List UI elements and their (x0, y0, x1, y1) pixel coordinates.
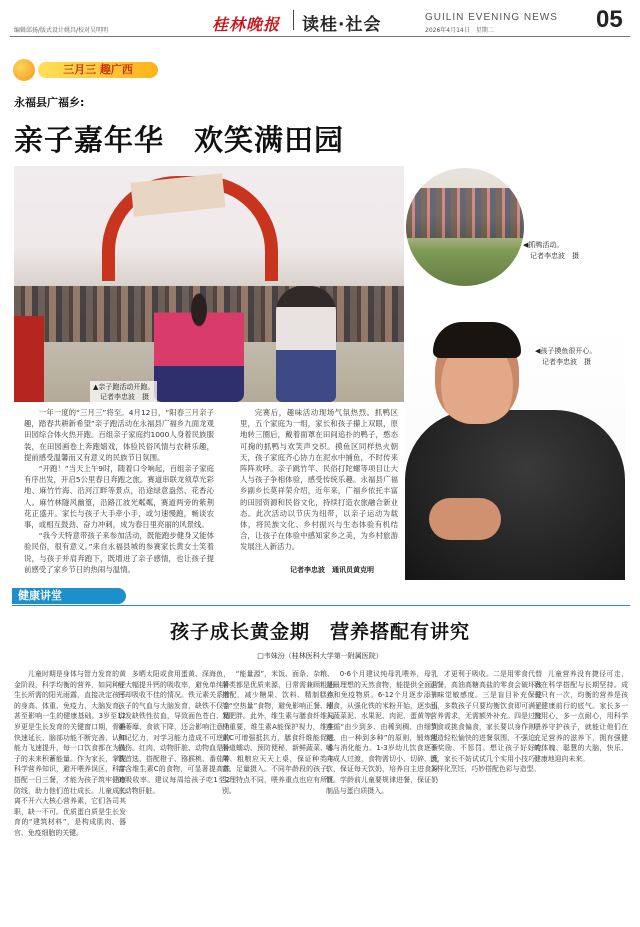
photo-caption-fishing: ◀孩子摸鱼很开心。 记者李忠波 摄 (535, 347, 597, 366)
health-paragraph: 儿童营养没有捷径可走，贵在科学搭配与长期坚持。成长只有一次，均衡的营养是孩子健康前行的底气。家长多一份用心，多一点耐心，用科学喂养守护孩子，就能让他们在充足营养的滋养下，拥有强健的体魄、聪慧的大脑，快乐、健康地迎向未来。 (534, 670, 628, 763)
issue-date: 2026年4月14日 星期二 (425, 27, 494, 34)
section-divider (12, 605, 630, 606)
page-number: 05 (596, 6, 623, 33)
red-pillar (14, 316, 44, 402)
health-paragraph: “能量源”，米饭、面条、杂粮、薯类都是优质来源，日常需兼顾粗细搭配，减少糖果、饮料、精制糕点等“空热量”食物，避免影响正餐、引发肥胖。此外，维生素与膳食纤维同样重要，维生素A能保护视力，维生素C可增强抵抗力，膳食纤维能促进肠道蠕动、预防便秘，新鲜蔬菜、水果、粗粮应天天上桌，保证种类丰富、足量摄入。不同年龄段的孩子，生理特点不同，喂养重点也应有所区别。 (222, 670, 334, 795)
article-paragraph: 完赛后，趣味活动现场气氛热烈。抓鸭区里，五个家庭为一组，家长和孩子攥上双眼，原地转三圈后，戴着面罩在田间追扑的鸭子，憨态可掬的抓鸭与欢笑声交织。摸鱼区同样热火朝天，孩子家庭齐心协力在泥水中捕鱼，不时传来阵阵欢呼。亲子跳竹竿、民俗打陀螺等项目让大人与孩子争相体验，感受传统乐趣。永福县广福乡副乡长莫祥荣介绍，近年来，广福乡依托丰富的田园资源和民俗文化，持续打造农旅融合新业态。此次活动以节庆为纽带，以亲子运动为载体，将民族文化、乡村振兴与生态体验有机结合，让孩子在体验中感知家乡之美，为乡村旅游发展注入新活力。 (240, 408, 398, 552)
health-byline: □韦妹汾（桂林医科大学第一附属医院） (257, 652, 383, 660)
editor-credits: 编辑邱扬/版式设计姚昌/校对吴明明 (14, 27, 109, 34)
photo-catching-ducks (404, 166, 526, 288)
health-column-tag: 健康讲堂 (12, 588, 126, 604)
boy-hair (433, 322, 521, 358)
masthead-rule (10, 36, 630, 37)
article-kicker: 永福县广福乡: (14, 96, 85, 109)
health-column-4 (326, 669, 438, 923)
photo-caption-ducks: ◀抓鸭活动。 记者李忠波 摄 (523, 241, 579, 260)
health-column-2 (118, 669, 230, 923)
health-paragraph: 儿童时期是身体与智力发育的黄金阶段，科学均衡的营养，如同种子生长所需的阳光雨露，直接决定孩子的身高、体重、免疫力、大脑发育，甚至影响一生的健康基础。3岁至12岁更是生长发育的关键窗口期，骨骼快速延长、脑部功能不断完善、认知能力飞速提升，每一口饮食都在为孩子的未来积蓄能量。作为家长，掌握科学营养知识，避开喂养误区，科学搭配一日三餐，才能为孩子筑牢健康防线，助力他们茁壮成长。儿童成长离不开六大核心营养素，它们各司其职，缺一不可。优质蛋白质是生长发育的“建筑材料”，是构成肌肉、器官、免疫细胞的关键。 (14, 670, 126, 837)
column-tag (13, 59, 159, 81)
hands-holding-fish (429, 498, 501, 540)
photo-parent-child-run (14, 166, 404, 402)
article-column-1 (24, 407, 214, 575)
health-headline: 孩子成长黄金期 营养搭配有讲究 (169, 621, 470, 643)
column-tag-label: 三月三 趣广西 (38, 62, 158, 78)
boy-torso (405, 410, 625, 580)
section-title: 读桂·社会 (302, 15, 382, 35)
health-column-1 (14, 669, 126, 923)
ball-icon (13, 59, 35, 81)
running-girl (154, 274, 244, 402)
newspaper-logo: 桂林晚报 (212, 15, 281, 34)
photo-caption-run: ▲亲子跑活动开跑。 记者李忠波 摄 (90, 381, 157, 403)
running-boy (276, 286, 336, 402)
health-paragraph: 0-6个月建议纯母乳喂养，母乳是最理想的天然食物，能提供全面营养和免疫物质。6-12个月逐步添加辅食，从强化铁的米粉开始，逐步引入蔬菜泥、水果泥、肉泥、蛋黄等，遵循“由少到多、由稀到稠、由细到粗、由一种到多种”的原则，锻炼咀嚼与消化能力。1-3岁幼儿饮食逐渐向成人过渡，食物需切小、切碎、煮软，保证每天饮奶，培养自主进食习惯。学龄前儿童要规律进餐，保证奶制品与蛋白质摄入。 (326, 670, 438, 795)
newspaper-english-name: GUILIN EVENING NEWS (425, 12, 558, 23)
health-column-3 (222, 669, 334, 923)
health-paragraph: 才更利于吸收。二是用零食代替正餐，高油高糖高盐的零食会破坏孩子味觉敏感度。三是盲目补充保健品，多数孩子只要均衡饮食即可满足营养需求，无需额外补充。四是过度节食或挑食偏食，家长要以身作则，营造轻松愉快的进餐氛围，不强迫、不奖励、不惩罚。想让孩子好好吃饭，家长不妨试试几个实用小技巧：多样化烹饪，巧妙搭配色彩与造型。 (430, 670, 542, 774)
article-column-2 (240, 407, 398, 563)
masthead-divider (293, 10, 294, 30)
article-byline: 记者李忠波 通讯员黄克明 (290, 566, 374, 574)
health-column-5 (430, 669, 542, 923)
article-headline: 亲子嘉年华 欢笑满田园 (14, 123, 345, 157)
article-paragraph: “我今天特意带孩子来参加活动，既能跑步健身又能体验民俗，很有意义。”来自永福县城的参赛家长黄女士笑着说，与孩子并肩奔跑下，既增进了亲子感情，也让孩子提前感受了家乡节日的热闹与温情。 (24, 531, 214, 574)
health-paragraph: 多晒太阳或食用蛋黄、深海鱼，能大幅提升钙的吸收率，避免单纯补钙却吸收不佳的情况。铁元素关系着孩子的气血与大脑发育，缺铁不仅会引发缺铁性贫血，导致面色苍白、精神萎靡、食欲下降，还会影响注意力和记忆力，对学习能力造成不可逆的损伤。红肉、动物肝脏、动物血是补铁首选，搭配橙子、猕猴桃、番茄等富含维生素C的食物，可显著提高铁的吸收率。建议每周给孩子吃1至2次动物肝脏。 (118, 670, 230, 795)
article-paragraph: 一年一度的“三月三”将至。4月12日，“阳春三月亲子趣，踏春共耕新希望”亲子跑活动在永福县广福乡九面龙观田园综合体火热开跑。百组亲子家庭约1000人身着民族服装，在田园画卷上奔跑嬉戏，体验民俗风情与农耕乐趣，提前感受温馨而又有意义的民族节日氛围。 (24, 408, 214, 462)
spectator-crowd (406, 188, 524, 238)
article-paragraph: “开跑！”当天上午9时，随着口令响起，百组亲子家庭有序出发，开启5公里春日奔跑之旅。赛道串联龙须草光彩地、麻竹竹海、沿河江畔等景点，沿途绿意盎然、花香沁人。麻竹林隧风幽篁，沿路江波光粼粼，赛道两旁的紫荆花正盛开。家长与孩子大手牵小手，或匀速慢跑，畅谈农事，或相互鼓劲、奋力冲刺，成为春日里亮丽的风景线。 (24, 464, 214, 530)
health-column-6 (534, 669, 628, 923)
